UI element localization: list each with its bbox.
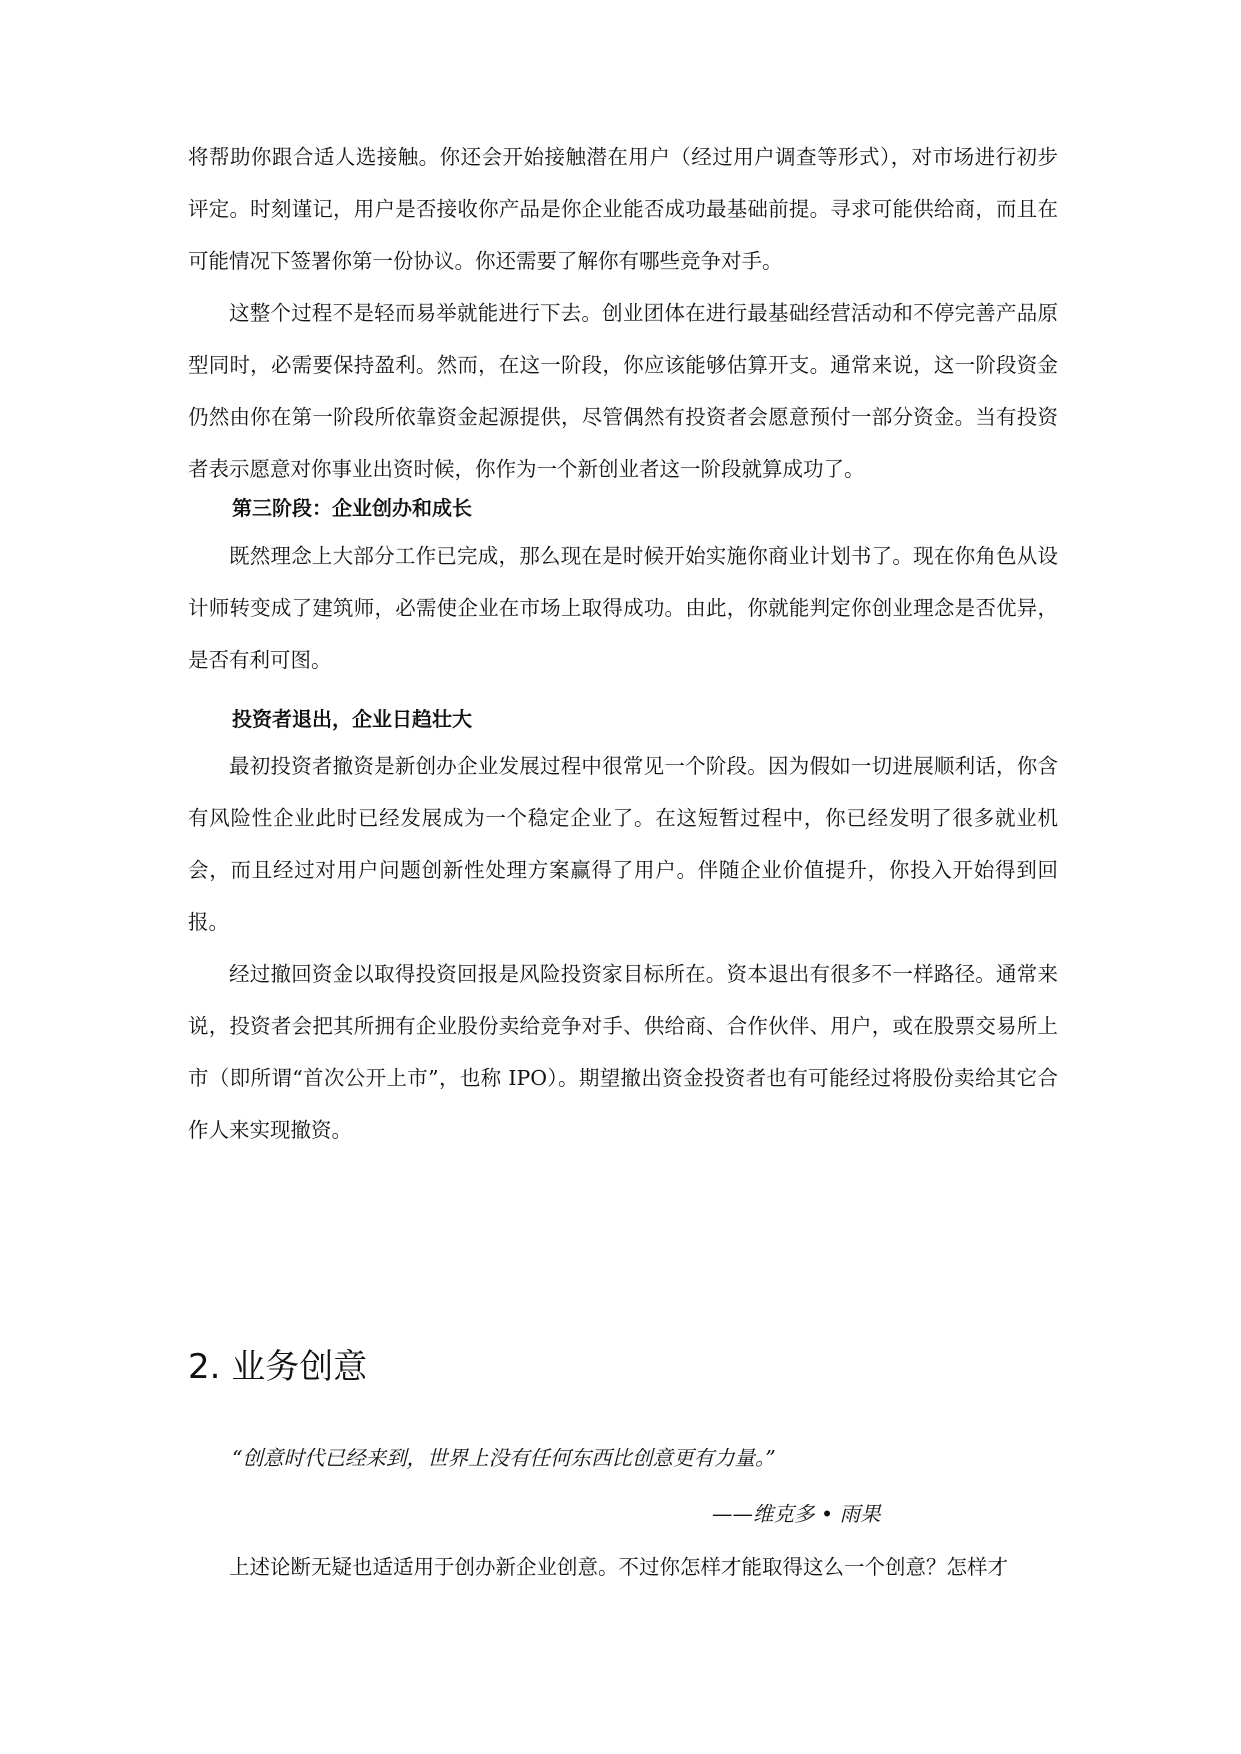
section-2-heading: 2. 业务创意 <box>188 1347 368 1387</box>
stage3-heading: 第三阶段：企业创办和成长 <box>232 496 472 520</box>
stage3-paragraph: 既然理念上大部分工作已完成，那么现在是时候开始实施你商业计划书了。现在你角色从设计师转变成了建筑师，必需使企业在市场上取得成功。由此，你就能判定你创业理念是否优异，是否有利可图。 <box>188 544 1058 672</box>
body-paragraph-process: 这整个过程不是轻而易举就能进行下去。创业团体在进行最基础经营活动和不停完善产品原型同时，必需要保持盈利。然而，在这一阶段，你应该能够估算开支。通常来说，这一阶段资金仍然由你在第一阶段所依靠资金起源提供，尽管偶然有投资者会愿意预付一部分资金。当有投资者表示愿意对你事业出资时候，你作为一个新创业者这一阶段就算成功了。 <box>188 301 1058 481</box>
quote-attribution: ——维克多 • 雨果 <box>712 1502 881 1526</box>
body-paragraph-intro: 将帮助你跟合适人选接触。你还会开始接触潜在用户（经过用户调查等形式），对市场进行初步评定。时刻谨记，用户是否接收你产品是你企业能否成功最基础前提。寻求可能供给商，而且在可能情况下签署你第一份协议。你还需要了解你有哪些竞争对手。 <box>188 145 1058 273</box>
investor-exit-paragraph-1: 最初投资者撤资是新创办企业发展过程中很常见一个阶段。因为假如一切进展顺利话，你含有风险性企业此时已经发展成为一个稳定企业了。在这短暂过程中，你已经发明了很多就业机会，而且经过对用户问题创新性处理方案赢得了用户。伴随企业价值提升，你投入开始得到回报。 <box>188 754 1058 934</box>
hugo-quote: “创意时代已经来到，世界上没有任何东西比创意更有力量。” <box>232 1446 776 1470</box>
investor-exit-heading: 投资者退出，企业日趋壮大 <box>232 707 472 731</box>
investor-exit-paragraph-2: 经过撤回资金以取得投资回报是风险投资家目标所在。资本退出有很多不一样路径。通常来说，投资者会把其所拥有企业股份卖给竞争对手、供给商、合作伙伴、用户，或在股票交易所上市（即所谓“首次公开上市”，也称 IPO）。期望撤出资金投资者也有可能经过将股份卖给其它合作人来实现撤资。 <box>188 962 1058 1142</box>
section-2-paragraph: 上述论断无疑也适适用于创办新企业创意。不过你怎样才能取得这么一个创意？怎样才 <box>229 1555 1008 1579</box>
